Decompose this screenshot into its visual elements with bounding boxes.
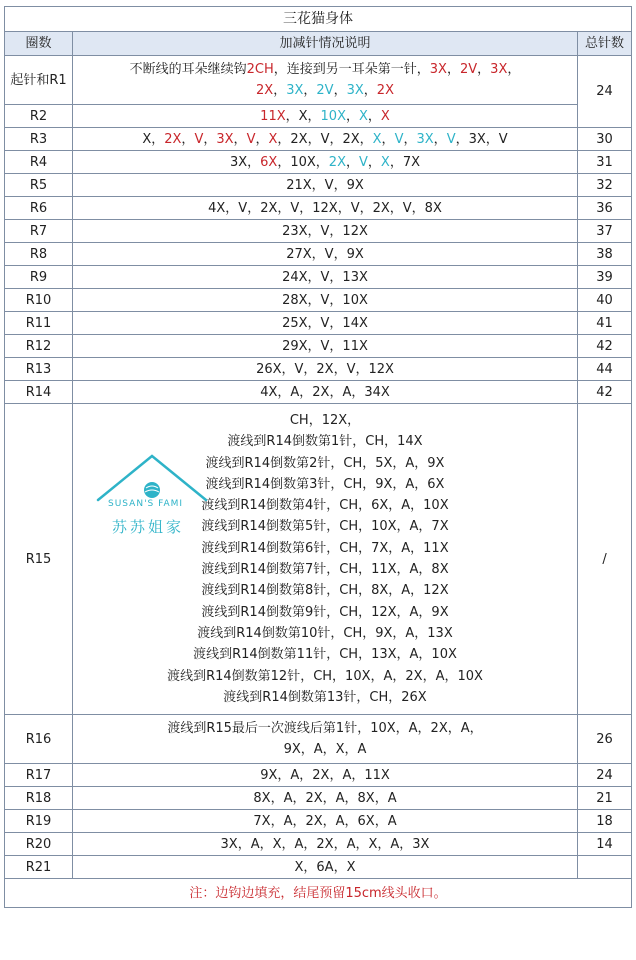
instruction-segment: X (359, 108, 368, 124)
instruction-line (77, 410, 573, 431)
instruction-segment: 2X (376, 83, 394, 98)
footer-note (5, 879, 632, 908)
instruction-segment: ，连接到另一耳朵第一针， (273, 62, 430, 77)
instruction-line (73, 382, 577, 403)
table-row (5, 220, 632, 243)
instruction-line (77, 644, 573, 665)
instruction-segment: 7X，A，2X，A，6X，A (253, 813, 397, 829)
header-total: 总针数 (578, 32, 632, 56)
instruction-segment: V (394, 131, 404, 147)
table-row (5, 833, 632, 856)
instruction-line (73, 198, 577, 219)
logo-chinese-text: 苏苏姐家 (112, 518, 185, 536)
instruction-segment: ， (233, 131, 247, 147)
total-cell: 36 (578, 197, 632, 220)
instruction-line (73, 811, 577, 832)
instruction-line (73, 788, 577, 809)
instruction-segment: 渡线到R14倒数第1针，CH，14X (227, 434, 423, 450)
total-cell: 39 (578, 266, 632, 289)
round-cell: R6 (5, 197, 73, 220)
round-cell: R19 (5, 810, 73, 833)
total-cell: 31 (578, 151, 632, 174)
description-cell (73, 810, 578, 833)
instruction-line (73, 106, 577, 127)
instruction-segment: 2CH (246, 62, 274, 77)
total-cell: 24 (578, 56, 632, 128)
total-cell (578, 856, 632, 879)
instruction-line (73, 267, 577, 288)
instruction-segment: 27X，V，9X (286, 246, 364, 262)
total-cell: 26 (578, 715, 632, 764)
instruction-segment: ， (303, 83, 317, 98)
instruction-segment: 26X，V，2X，V，12X (256, 361, 394, 377)
total-cell: 38 (578, 243, 632, 266)
instruction-segment: ，3X，V (455, 131, 508, 147)
instruction-segment: 渡线到R14倒数第13针，CH，26X (223, 689, 427, 705)
total-cell: 37 (578, 220, 632, 243)
total-cell: 21 (578, 787, 632, 810)
instruction-segment: 渡线到R15最后一次渡线后第1针，10X，A，2X，A， (167, 721, 483, 737)
instruction-line (77, 687, 573, 708)
instruction-segment: ， (367, 108, 381, 124)
round-cell: R15 (5, 404, 73, 715)
total-cell: 41 (578, 312, 632, 335)
instruction-line (73, 765, 577, 786)
instruction-segment: 24X，V，13X (282, 269, 368, 285)
instruction-segment: ， (507, 62, 521, 77)
instruction-line (77, 718, 573, 739)
description-cell (73, 833, 578, 856)
table-row (5, 197, 632, 220)
instruction-segment: ， (255, 131, 269, 147)
instruction-line (73, 244, 577, 265)
header-round: 圈数 (5, 32, 73, 56)
instruction-line (77, 59, 573, 80)
round-cell: R13 (5, 358, 73, 381)
round-cell: R16 (5, 715, 73, 764)
instruction-segment: 2X (328, 154, 346, 170)
logo-english-text: SUSAN'S FAMI (108, 499, 184, 509)
instruction-segment: 渡线到R14倒数第4针，CH，6X，A，10X (201, 498, 449, 514)
table-row (5, 128, 632, 151)
note-text: 注：边钩边填充，结尾预留15cm线头收口。 (189, 885, 447, 901)
total-cell: 18 (578, 810, 632, 833)
instruction-segment: 渡线到R14倒数第6针，CH，7X，A，11X (201, 540, 449, 556)
instruction-segment: ，X， (285, 108, 321, 124)
table-row (5, 381, 632, 404)
table-row (5, 56, 632, 105)
instruction-segment: 2V (459, 62, 478, 77)
description-cell (73, 105, 578, 128)
instruction-segment: 3X (490, 62, 508, 77)
table-row (5, 289, 632, 312)
table-row (5, 105, 632, 128)
instruction-segment: 2V (316, 83, 334, 98)
instruction-segment: 3X (346, 83, 364, 98)
round-cell: R20 (5, 833, 73, 856)
round-cell: R4 (5, 151, 73, 174)
round-cell: R21 (5, 856, 73, 879)
instruction-segment: 2X (164, 131, 182, 147)
instruction-segment: 渡线到R14倒数第7针，CH，11X，A，8X (201, 562, 449, 578)
instruction-segment: V (446, 131, 456, 147)
instruction-segment: 3X (286, 83, 304, 98)
instruction-line (77, 474, 573, 495)
round-cell: R14 (5, 381, 73, 404)
instruction-line (73, 313, 577, 334)
description-cell (73, 404, 578, 715)
table-row (5, 715, 632, 764)
round-cell: R12 (5, 335, 73, 358)
description-cell (73, 335, 578, 358)
instruction-segment: 渡线到R14倒数第12针，CH，10X，A，2X，A，10X (167, 668, 483, 684)
instruction-segment: X，6A，X (294, 859, 356, 875)
description-cell (73, 358, 578, 381)
instruction-line (77, 559, 573, 580)
round-cell: 起针和R1 (5, 56, 73, 105)
instruction-segment: ， (333, 83, 347, 98)
table-row (5, 358, 632, 381)
description-cell (73, 151, 578, 174)
round-cell: R10 (5, 289, 73, 312)
description-cell (73, 715, 578, 764)
instruction-segment: 渡线到R14倒数第9针，CH，12X，A，9X (201, 604, 449, 620)
instruction-segment: CH，12X， (289, 413, 361, 428)
description-cell (73, 128, 578, 151)
total-cell: 44 (578, 358, 632, 381)
instruction-line (73, 834, 577, 855)
table-title: 三花猫身体 (5, 7, 632, 32)
instruction-line (73, 221, 577, 242)
instruction-segment: ， (446, 62, 460, 77)
instruction-segment: ， (345, 154, 359, 170)
instruction-segment: ， (367, 154, 381, 170)
round-cell: R5 (5, 174, 73, 197)
round-cell: R11 (5, 312, 73, 335)
instruction-line (73, 336, 577, 357)
total-cell: 42 (578, 381, 632, 404)
instruction-segment: V (246, 131, 256, 147)
instruction-segment: 21X，V，9X (286, 177, 364, 193)
instruction-segment: ，7X (389, 154, 421, 170)
instruction-segment: 8X，A，2X，A，8X，A (253, 790, 397, 806)
instruction-segment: 9X，A，2X，A，11X (260, 767, 390, 783)
description-cell (73, 266, 578, 289)
instruction-segment: V (194, 131, 204, 147)
instruction-segment: ， (363, 83, 377, 98)
table-body (5, 56, 632, 879)
instruction-segment: ，2X，V，2X， (277, 131, 373, 147)
round-cell: R9 (5, 266, 73, 289)
instruction-segment: 10X (320, 108, 346, 124)
description-cell (73, 197, 578, 220)
instruction-segment: X (380, 154, 390, 170)
table-row (5, 787, 632, 810)
round-cell: R8 (5, 243, 73, 266)
description-cell (73, 856, 578, 879)
instruction-segment: ，10X， (277, 154, 329, 170)
instruction-line (73, 175, 577, 196)
instruction-segment: 6X (260, 154, 278, 170)
instruction-line (77, 739, 573, 760)
instruction-segment: ， (403, 131, 417, 147)
instruction-segment: 3X (416, 131, 434, 147)
round-cell: R3 (5, 128, 73, 151)
instruction-segment: 3X (429, 62, 447, 77)
total-cell: 40 (578, 289, 632, 312)
instruction-segment: ， (433, 131, 447, 147)
instruction-segment: 渡线到R14倒数第5针，CH，10X，A，7X (201, 519, 449, 535)
instruction-line (77, 538, 573, 559)
table-row (5, 312, 632, 335)
header-description: 加减针情况说明 (73, 32, 578, 56)
instruction-segment: 4X，V，2X，V，12X，V，2X，V，8X (208, 200, 442, 216)
table-row (5, 810, 632, 833)
table-row (5, 174, 632, 197)
instruction-line (77, 453, 573, 474)
instruction-segment: 渡线到R14倒数第3针，CH，9X，A，6X (205, 476, 445, 492)
instruction-segment: 11X (260, 108, 286, 124)
instruction-segment: 渡线到R14倒数第11针，CH，13X，A，10X (193, 647, 457, 663)
instruction-segment: 渡线到R14倒数第2针，CH，5X，A，9X (205, 455, 445, 471)
instruction-segment: 渡线到R14倒数第10针，CH，9X，A，13X (197, 625, 453, 641)
instruction-segment: 2X (256, 83, 274, 98)
pattern-table (4, 6, 632, 908)
instruction-segment: 3X (216, 131, 234, 147)
round-cell: R18 (5, 787, 73, 810)
instruction-segment: 23X，V，12X (282, 223, 368, 239)
description-cell (73, 764, 578, 787)
table-row (5, 764, 632, 787)
table-row (5, 266, 632, 289)
instruction-line (73, 359, 577, 380)
total-cell: 42 (578, 335, 632, 358)
instruction-segment: 渡线到R14倒数第8针，CH，8X，A，12X (201, 583, 449, 599)
instruction-line (77, 666, 573, 687)
total-cell: 30 (578, 128, 632, 151)
total-cell: / (578, 404, 632, 715)
description-cell (73, 289, 578, 312)
instruction-segment: 29X，V，11X (282, 338, 368, 354)
total-cell: 32 (578, 174, 632, 197)
description-cell (73, 220, 578, 243)
description-cell (73, 312, 578, 335)
instruction-segment: 4X，A，2X，A，34X (260, 384, 390, 400)
round-cell: R17 (5, 764, 73, 787)
description-cell (73, 243, 578, 266)
description-cell (73, 174, 578, 197)
instruction-line (77, 580, 573, 601)
instruction-segment: X (268, 131, 278, 147)
description-cell (73, 381, 578, 404)
instruction-segment: V (359, 154, 368, 170)
instruction-segment: ， (477, 62, 491, 77)
instruction-segment: ， (381, 131, 395, 147)
instruction-line (77, 623, 573, 644)
instruction-segment: ， (345, 108, 359, 124)
instruction-segment: 3X，A，X，A，2X，A，X，A，3X (220, 836, 430, 852)
instruction-segment: X， (142, 131, 165, 147)
table-row (5, 243, 632, 266)
description-cell (73, 56, 578, 105)
round-cell: R2 (5, 105, 73, 128)
total-cell: 24 (578, 764, 632, 787)
instruction-line (77, 602, 573, 623)
instruction-segment: 不断线的耳朵继续钩 (129, 62, 247, 77)
table-row (5, 151, 632, 174)
instruction-segment: 3X， (229, 154, 261, 170)
instruction-segment: 25X，V，14X (282, 315, 368, 331)
instruction-line (73, 857, 577, 878)
instruction-line (73, 152, 577, 173)
instruction-line (77, 431, 573, 452)
instruction-line (73, 290, 577, 311)
instruction-segment: ， (203, 131, 217, 147)
table-row (5, 404, 632, 715)
instruction-line (73, 129, 577, 150)
instruction-segment: X (372, 131, 382, 147)
total-cell: 14 (578, 833, 632, 856)
instruction-line (77, 80, 573, 101)
instruction-segment: ， (181, 131, 195, 147)
round-cell: R7 (5, 220, 73, 243)
table-row (5, 856, 632, 879)
instruction-segment: 9X，A，X，A (283, 742, 367, 758)
instruction-segment: X (380, 108, 390, 124)
table-row (5, 335, 632, 358)
description-cell (73, 787, 578, 810)
instruction-segment: 28X，V，10X (282, 292, 368, 308)
instruction-segment: ， (273, 83, 287, 98)
